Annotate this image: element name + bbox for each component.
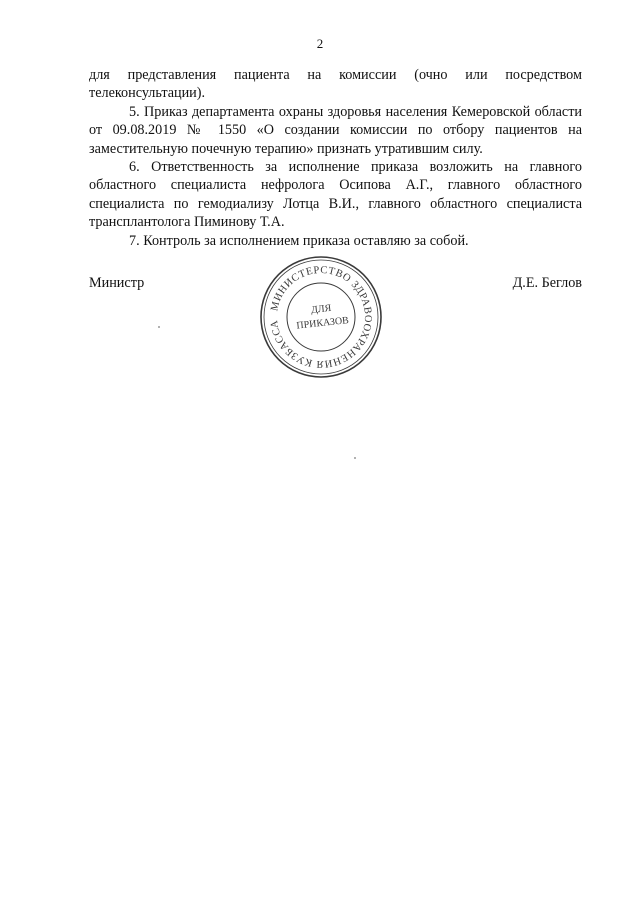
seal-ring-text: МИНИСТЕРСТВО ЗДРАВООХРАНЕНИЯ КУЗБАССА — [268, 264, 374, 370]
scan-speck — [158, 326, 160, 328]
paragraph-item-7: 7. Контроль за исполнением приказа оставляю за собой. — [129, 232, 469, 249]
document-body — [89, 66, 582, 250]
seal-center-line2: ПРИКАЗОВ — [295, 315, 350, 332]
svg-text:МИНИСТЕРСТВО ЗДРАВООХРАНЕНИЯ К — [269, 265, 373, 369]
signatory-title: Министр — [89, 275, 145, 291]
signatory-name: Д.Е. Беглов — [512, 275, 582, 291]
seal-graphic — [256, 252, 386, 382]
paragraph-item-6: 6. Ответственность за исполнение приказа возложить на главного областного специалиста нефролога Осипова А.Г., главного областного специалиста по гемодиализу Лотца В.И., главного областного специалиста трансплантолога Пиминову Т.А. — [89, 159, 582, 231]
official-seal-stamp — [256, 252, 386, 382]
scan-speck — [354, 457, 356, 459]
paragraph-continuation: для представления пациента на комиссии (очно или посредством телеконсультации). — [89, 67, 582, 102]
paragraph-item-5: 5. Приказ департамента охраны здоровья населения Кемеровской области от 09.08.2019 № 1550 «О создании комиссии по отбору пациентов на заместительную почечную терапию» признать утратившим силу. — [89, 103, 582, 157]
seal-center-line1: ДЛЯ — [310, 302, 332, 316]
page-number: 2 — [316, 36, 324, 51]
